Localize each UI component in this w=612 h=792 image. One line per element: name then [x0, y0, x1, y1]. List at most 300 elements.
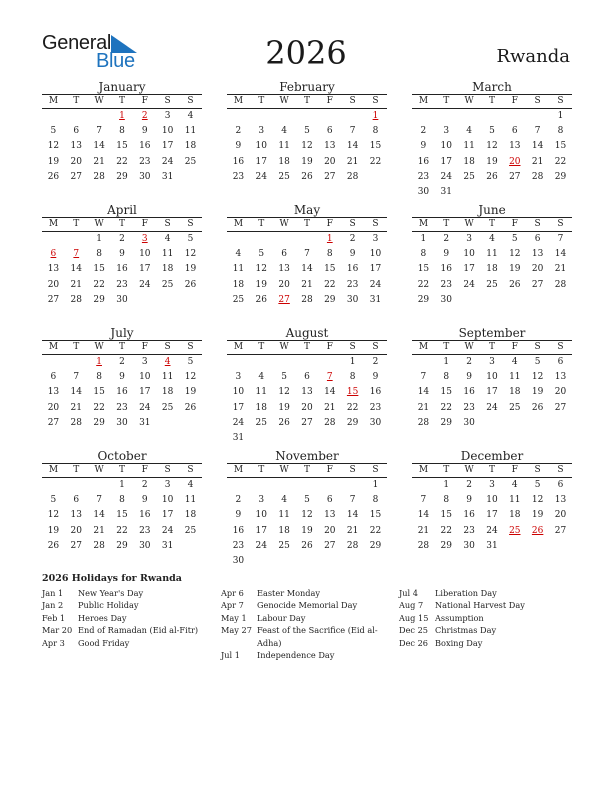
day-cell: 26: [531, 402, 544, 413]
weekday-header: [412, 340, 572, 355]
day-cell: 8: [443, 372, 450, 383]
day-cell: 21: [531, 156, 544, 167]
day-cell: 3: [164, 111, 171, 121]
week-row: [42, 247, 202, 262]
day-cell: 27: [554, 525, 567, 536]
day-cell: 20: [47, 402, 60, 413]
day-cell: 24: [139, 402, 151, 413]
day-cell: 3: [258, 495, 265, 506]
empty-day-cell: [250, 478, 273, 493]
empty-day-cell: [318, 109, 341, 124]
weekday-label: T: [118, 342, 125, 352]
day-cell: 22: [417, 279, 430, 290]
weekday-label: W: [464, 219, 474, 229]
weekday-label: M: [418, 342, 429, 352]
holiday-item: [221, 599, 386, 611]
weekday-label: M: [48, 342, 59, 352]
day-cell: 7: [73, 372, 80, 383]
weekday-label: F: [511, 465, 518, 475]
month-september: [412, 326, 572, 431]
day-cell: 22: [369, 156, 382, 167]
day-cell: 22: [346, 402, 359, 413]
empty-day-cell: [503, 109, 526, 124]
holidays-title: 2026 Holidays for Rwanda: [42, 573, 182, 584]
weekday-label: T: [258, 465, 265, 475]
empty-day-cell: [156, 293, 179, 308]
day-cell: 19: [301, 525, 313, 536]
day-cell: 23: [369, 402, 382, 413]
day-cell: 28: [301, 294, 313, 305]
day-cell: 26: [184, 279, 197, 290]
weekday-label: M: [418, 96, 429, 106]
holiday-name: Assumption: [435, 612, 484, 623]
day-cell: 22: [440, 525, 452, 536]
empty-day-cell: [318, 355, 341, 370]
holiday-item: [399, 637, 559, 649]
day-cell: 18: [463, 156, 475, 167]
day-cell: 29: [554, 171, 567, 182]
day-cell: 16: [463, 510, 475, 521]
week-row: [412, 401, 572, 416]
day-cell: 26: [255, 294, 267, 305]
day-cell: 21: [417, 525, 430, 536]
week-row: [42, 524, 202, 539]
day-cell: 14: [346, 510, 359, 521]
weekday-label: W: [279, 96, 289, 106]
empty-day-cell: [88, 109, 111, 124]
day-cell: 28: [417, 540, 430, 551]
week-row: [227, 278, 387, 293]
week-row: [42, 155, 202, 170]
weekday-label: M: [233, 465, 244, 475]
month-title: February: [279, 80, 335, 94]
weekday-label: F: [141, 465, 148, 475]
week-row: [412, 247, 572, 262]
weekday-label: T: [73, 96, 80, 106]
day-cell: 15: [116, 141, 128, 152]
day-cell: 8: [96, 249, 102, 260]
empty-day-cell: [273, 554, 296, 569]
weekday-label: T: [488, 219, 495, 229]
day-cell: 5: [534, 480, 541, 490]
holiday-date: Apr 7: [221, 600, 244, 611]
day-cell: 16: [440, 264, 452, 275]
day-cell: 28: [324, 417, 336, 428]
day-cell: 23: [232, 171, 245, 182]
day-cell: 20: [47, 279, 60, 290]
weekday-label: W: [279, 342, 289, 352]
day-cell: 6: [511, 126, 518, 137]
empty-day-cell: [179, 416, 202, 431]
day-cell: 15: [93, 264, 105, 275]
weekday-label: S: [349, 342, 356, 352]
week-row: [227, 155, 387, 170]
day-cell: 22: [116, 525, 128, 536]
holiday-item: [221, 649, 386, 661]
week-row: [412, 493, 572, 508]
day-cell: 29: [369, 540, 382, 551]
holiday-item: [221, 587, 386, 599]
empty-day-cell: [42, 355, 65, 370]
empty-day-cell: [412, 355, 435, 370]
holiday-day-cell: 1: [372, 111, 379, 121]
weekday-label: F: [511, 219, 518, 229]
empty-day-cell: [250, 431, 273, 446]
holiday-item: [42, 599, 212, 611]
day-cell: 23: [116, 402, 128, 413]
day-cell: 21: [301, 279, 313, 290]
day-cell: 9: [141, 126, 148, 137]
day-cell: 29: [93, 294, 105, 305]
day-cell: 16: [463, 387, 475, 398]
day-cell: 22: [116, 156, 128, 167]
week-row: [412, 232, 572, 247]
day-cell: 2: [466, 480, 472, 490]
day-cell: 9: [466, 495, 472, 506]
holiday-day-cell: 15: [346, 387, 359, 398]
empty-day-cell: [481, 293, 504, 308]
day-cell: 21: [93, 156, 105, 167]
weekday-header: [227, 217, 387, 232]
day-cell: 28: [346, 171, 359, 182]
day-cell: 24: [486, 402, 498, 413]
week-row: [412, 124, 572, 139]
day-cell: 12: [301, 141, 313, 152]
empty-day-cell: [296, 355, 319, 370]
empty-day-cell: [273, 232, 296, 247]
day-cell: 9: [119, 249, 125, 260]
month-december: [412, 449, 572, 554]
empty-day-cell: [364, 170, 387, 185]
day-cell: 19: [278, 402, 290, 413]
day-cell: 1: [443, 480, 450, 490]
day-cell: 5: [304, 126, 310, 137]
day-cell: 4: [187, 480, 194, 490]
weekday-label: M: [233, 219, 244, 229]
month-title: September: [458, 326, 526, 340]
day-cell: 18: [184, 141, 197, 152]
weekday-label: T: [443, 465, 450, 475]
day-cell: 15: [116, 510, 128, 521]
holiday-name: Independence Day: [257, 650, 335, 661]
day-cell: 2: [235, 126, 242, 137]
weekday-label: S: [372, 96, 379, 106]
weekday-label: F: [326, 342, 333, 352]
holiday-item: [42, 612, 212, 624]
day-cell: 30: [463, 540, 475, 551]
day-cell: 6: [557, 480, 564, 490]
day-cell: 30: [139, 540, 151, 551]
day-cell: 17: [255, 525, 267, 536]
weekday-label: T: [258, 342, 265, 352]
weekday-label: T: [303, 342, 310, 352]
weekday-header: [42, 463, 202, 478]
holiday-name: Good Friday: [78, 637, 130, 648]
holiday-name: Genocide Memorial Day: [257, 600, 358, 611]
holiday-item: [42, 624, 212, 636]
week-row: [227, 416, 387, 431]
holiday-date: Feb 1: [42, 612, 66, 623]
week-row: [227, 524, 387, 539]
week-row: [42, 278, 202, 293]
month-october: [42, 449, 202, 554]
week-row: [412, 293, 572, 308]
week-row: [412, 478, 572, 493]
day-cell: 26: [486, 171, 498, 182]
weekday-label: W: [94, 465, 104, 475]
day-cell: 3: [141, 357, 148, 367]
weekday-label: S: [534, 342, 541, 352]
day-cell: 17: [139, 387, 151, 398]
weekday-label: M: [48, 96, 59, 106]
weekday-label: W: [464, 96, 474, 106]
day-cell: 7: [304, 249, 310, 260]
day-cell: 12: [509, 249, 521, 260]
day-cell: 12: [278, 387, 290, 398]
day-cell: 10: [440, 141, 452, 152]
weekday-label: S: [187, 219, 194, 229]
day-cell: 14: [301, 264, 313, 275]
week-row: [227, 493, 387, 508]
day-cell: 21: [417, 402, 430, 413]
month-july: [42, 326, 202, 431]
week-row: [227, 109, 387, 124]
month-january: [42, 80, 202, 185]
day-cell: 7: [96, 126, 102, 137]
month-title: January: [98, 80, 146, 94]
weekday-label: T: [73, 219, 80, 229]
day-cell: 15: [440, 510, 452, 521]
day-cell: 30: [116, 294, 128, 305]
weekday-label: S: [187, 96, 194, 106]
week-row: [42, 355, 202, 370]
day-cell: 15: [324, 264, 336, 275]
holiday-item: [42, 637, 212, 649]
day-cell: 17: [139, 264, 151, 275]
day-cell: 8: [119, 495, 125, 506]
holiday-day-cell: 1: [326, 234, 333, 244]
holiday-column: [399, 587, 559, 649]
weekday-header: [412, 94, 572, 109]
day-cell: 25: [184, 525, 197, 536]
day-cell: 11: [463, 141, 475, 152]
weekday-label: F: [326, 219, 333, 229]
weekday-label: T: [443, 96, 450, 106]
week-row: [42, 109, 202, 124]
holiday-name: Boxing Day: [435, 637, 483, 648]
day-cell: 28: [531, 171, 544, 182]
holiday-date: Apr 6: [221, 588, 244, 598]
day-cell: 19: [301, 156, 313, 167]
day-cell: 5: [258, 249, 265, 260]
holiday-name: Feast of the Sacrifice (Eid al-Adha): [257, 625, 378, 648]
day-cell: 15: [369, 141, 382, 152]
week-row: [412, 355, 572, 370]
day-cell: 7: [349, 126, 356, 137]
day-cell: 9: [119, 372, 125, 383]
weekday-label: S: [187, 342, 194, 352]
day-cell: 25: [509, 402, 521, 413]
day-cell: 16: [232, 156, 245, 167]
day-cell: 16: [417, 156, 430, 167]
weekday-label: T: [443, 342, 450, 352]
day-cell: 30: [232, 555, 245, 566]
day-cell: 29: [324, 294, 336, 305]
day-cell: 24: [161, 156, 174, 167]
holiday-day-cell: 25: [509, 525, 521, 536]
empty-day-cell: [227, 109, 250, 124]
day-cell: 15: [93, 387, 105, 398]
week-row: [42, 124, 202, 139]
holiday-name: National Harvest Day: [435, 600, 525, 611]
week-row: [412, 416, 572, 431]
empty-day-cell: [364, 431, 387, 446]
week-row: [412, 139, 572, 154]
holiday-date: Jan 1: [42, 588, 64, 598]
weekday-label: S: [349, 219, 356, 229]
weekday-label: M: [418, 465, 429, 475]
empty-day-cell: [227, 355, 250, 370]
day-cell: 23: [463, 402, 475, 413]
day-cell: 26: [47, 540, 60, 551]
day-cell: 17: [486, 387, 498, 398]
day-cell: 21: [346, 525, 359, 536]
week-row: [412, 262, 572, 277]
empty-day-cell: [296, 554, 319, 569]
month-title: April: [107, 203, 137, 217]
day-cell: 11: [278, 510, 290, 521]
day-cell: 2: [443, 234, 450, 244]
holiday-item: [399, 587, 559, 599]
week-row: [227, 370, 387, 385]
empty-day-cell: [296, 109, 319, 124]
empty-day-cell: [296, 431, 319, 446]
day-cell: 18: [278, 525, 290, 536]
holiday-day-cell: 3: [141, 234, 148, 244]
day-cell: 20: [554, 510, 567, 521]
day-cell: 13: [324, 141, 336, 152]
day-cell: 4: [164, 234, 171, 244]
day-cell: 31: [161, 171, 174, 182]
day-cell: 13: [509, 141, 521, 152]
empty-day-cell: [250, 554, 273, 569]
day-cell: 9: [235, 141, 242, 152]
day-cell: 31: [369, 294, 382, 305]
holiday-name: Public Holiday: [78, 600, 139, 611]
day-cell: 14: [417, 387, 430, 398]
day-cell: 22: [554, 156, 567, 167]
week-row: [412, 539, 572, 554]
day-cell: 18: [509, 387, 521, 398]
day-cell: 4: [511, 480, 518, 490]
empty-day-cell: [341, 109, 364, 124]
empty-day-cell: [341, 478, 364, 493]
week-row: [227, 247, 387, 262]
weekday-label: S: [164, 465, 171, 475]
day-cell: 9: [443, 249, 450, 260]
weekday-label: S: [164, 342, 171, 352]
day-cell: 23: [139, 156, 151, 167]
day-cell: 28: [70, 417, 82, 428]
holiday-date: Jan 2: [42, 600, 64, 611]
day-cell: 26: [184, 402, 197, 413]
day-cell: 24: [486, 525, 498, 536]
day-cell: 4: [466, 126, 472, 137]
day-cell: 7: [420, 495, 427, 506]
holiday-date: Dec 25: [399, 625, 429, 636]
empty-day-cell: [296, 232, 319, 247]
day-cell: 19: [47, 525, 60, 536]
weekday-label: T: [118, 465, 125, 475]
day-cell: 18: [184, 510, 197, 521]
empty-day-cell: [156, 416, 179, 431]
day-cell: 11: [184, 126, 197, 137]
empty-day-cell: [481, 185, 504, 200]
empty-day-cell: [179, 170, 202, 185]
holiday-item: [42, 587, 212, 599]
week-row: [227, 554, 387, 569]
day-cell: 12: [184, 249, 197, 260]
empty-day-cell: [65, 478, 88, 493]
weekday-label: S: [557, 219, 564, 229]
holiday-item: [221, 624, 386, 649]
day-cell: 17: [255, 156, 267, 167]
day-cell: 29: [417, 294, 430, 305]
weekday-label: W: [94, 219, 104, 229]
day-cell: 5: [281, 372, 287, 383]
weekday-header: [412, 217, 572, 232]
day-cell: 21: [93, 525, 105, 536]
empty-day-cell: [549, 185, 572, 200]
weekday-header: [227, 463, 387, 478]
weekday-label: F: [141, 219, 148, 229]
day-cell: 3: [372, 234, 379, 244]
week-row: [412, 185, 572, 200]
day-cell: 14: [417, 510, 430, 521]
week-row: [227, 385, 387, 400]
day-cell: 6: [73, 126, 80, 137]
holiday-date: May 1: [221, 612, 247, 623]
empty-day-cell: [503, 185, 526, 200]
day-cell: 19: [486, 156, 498, 167]
day-cell: 31: [161, 540, 174, 551]
holiday-column: [42, 587, 212, 649]
month-february: [227, 80, 387, 185]
weekday-label: S: [349, 465, 356, 475]
day-cell: 2: [119, 234, 125, 244]
week-row: [42, 539, 202, 554]
day-cell: 8: [326, 249, 333, 260]
week-row: [42, 293, 202, 308]
day-cell: 23: [139, 525, 151, 536]
empty-day-cell: [133, 293, 156, 308]
weekday-label: W: [279, 219, 289, 229]
day-cell: 16: [139, 510, 151, 521]
empty-day-cell: [296, 478, 319, 493]
day-cell: 24: [369, 279, 382, 290]
logo-text-general: General: [42, 32, 112, 54]
week-row: [227, 139, 387, 154]
day-cell: 21: [554, 264, 567, 275]
empty-day-cell: [65, 232, 88, 247]
weekday-label: S: [164, 96, 171, 106]
day-cell: 28: [417, 417, 430, 428]
weekday-header: [42, 217, 202, 232]
day-cell: 29: [440, 417, 452, 428]
weekday-label: M: [233, 96, 244, 106]
day-cell: 22: [93, 402, 105, 413]
day-cell: 13: [324, 510, 336, 521]
